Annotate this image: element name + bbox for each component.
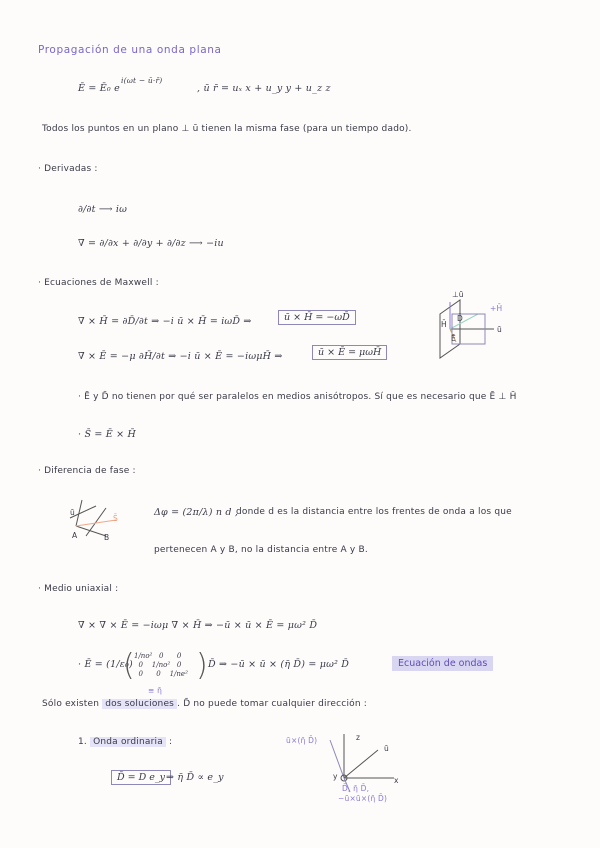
phase-diff-heading: · Diferencia de fase :: [38, 466, 136, 476]
poynting-vector: · S̄ = Ē × H̄: [78, 429, 136, 440]
phase-diff-equation: Δφ = (2π/λ) n d ,: [154, 507, 239, 518]
phase-diff-text-2: pertenecen A y B, no la distancia entre A y B.: [154, 545, 368, 555]
page-title: Propagación de una onda plana: [38, 44, 222, 56]
ordinary-number: 1.: [78, 737, 87, 747]
eta-tensor-note: ≡ η̄: [148, 686, 163, 695]
ordinary-wave-highlight: Onda ordinaria: [90, 737, 166, 747]
h-vector-label: H̄: [441, 320, 447, 329]
d-eta-d-label: D̄, η̄ D̄,: [342, 784, 370, 793]
anisotropic-note: · Ē y D̄ no tienen por qué ser paralelos en medios anisótropos. Sí que es necesario que Ē ⊥ H̄: [78, 392, 517, 402]
nabla-operator: ∇̄ = ∂/∂x + ∂/∂y + ∂/∂z ⟶ −iu: [78, 238, 224, 249]
maxwell-eq1: ∇̄ × H̄ = ∂D̄/∂t ⇒ −i ū × H̄ = iωD̄ ⇒: [78, 316, 252, 327]
uniaxial-heading: · Medio uniaxial :: [38, 584, 119, 594]
e-field-tensor-suffix: D̄ ⇒ −ū × ū × (η̄ D̄) = μω² D̄: [208, 659, 350, 670]
maxwell-eq2-result: ū × Ē = μωH̄: [312, 345, 387, 360]
point-b-label: B: [104, 533, 110, 542]
maxwell-eq2: ∇̄ × Ē = −μ ∂H̄/∂t ⇒ −i ū × Ē = −iωμH̄ ⇒: [78, 351, 283, 362]
wave-equation-derivation: ∇̄ × ∇̄ × Ē = −iωμ ∇̄ × H̄ ⇒ −ū × ū × Ē = μω² D̄: [78, 620, 318, 631]
d-vector-label: D̄: [457, 314, 463, 323]
z-axis-label: z: [356, 733, 361, 742]
y-axis-label: y: [333, 772, 338, 781]
e-vector-label: Ē: [451, 334, 456, 343]
ur-dot-product: , ū r̄ = uₓ x + u_y y + u_z z: [197, 83, 331, 94]
matrix-left-bracket: (: [123, 648, 135, 683]
u-vector-label: ū: [384, 744, 389, 753]
solutions-statement: [42, 699, 367, 709]
plane-wave-equation: Ē = Ē₀ e: [78, 83, 120, 94]
e-field-tensor-prefix: · Ē = (1/ε₀): [78, 659, 133, 670]
phase-u-label: ū: [70, 508, 75, 517]
phase-s-label: S̄: [113, 514, 118, 523]
same-phase-statement: Todos los puntos en un plano ⊥ ū tienen la misma fase (para un tiempo dado).: [42, 124, 412, 134]
plane-wave-exponent: i(ωt − ū·r̄): [121, 76, 163, 85]
matrix-right-bracket: ): [196, 648, 208, 683]
perp-u-label: ⊥ū: [452, 290, 464, 299]
maxwell-heading: · Ecuaciones de Maxwell :: [38, 278, 159, 288]
impermeability-matrix: 1/no² 0 0 0 1/no² 0 0 0 1/ne²: [134, 652, 188, 678]
ordinary-colon: :: [169, 737, 173, 747]
point-a-label: A: [72, 531, 78, 540]
ordinary-d-box: D̄ = D e_y: [111, 770, 171, 785]
solutions-prefix: Sólo existen: [42, 699, 100, 709]
derivadas-heading: · Derivadas :: [38, 164, 98, 174]
phase-diff-text-1: donde d es la distancia entre los frentes de onda a los que: [236, 507, 512, 517]
ordinary-wave-heading: [78, 737, 172, 747]
u-label: ū: [497, 325, 502, 334]
two-solutions-highlight: dos soluciones: [102, 699, 177, 709]
time-derivative: ∂/∂t ⟶ iω: [78, 204, 128, 215]
solutions-rest: . D̄ no puede tomar cualquier dirección :: [177, 699, 368, 709]
minus-u-cross-label: −ū×ū×(η̄ D̄): [338, 794, 388, 803]
maxwell-eq1-result: ū × H̄ = −ωD̄: [278, 310, 356, 325]
ordinary-result: ⇒ η̄ D̄ ∝ e_y: [166, 772, 224, 783]
x-axis-label: x: [394, 776, 399, 785]
u-cross-eta-d-label: ū×(η̄ D̄): [286, 736, 318, 745]
wave-equation-label: Ecuación de ondas: [392, 656, 493, 671]
plus-h-label: +H̄: [490, 304, 503, 313]
